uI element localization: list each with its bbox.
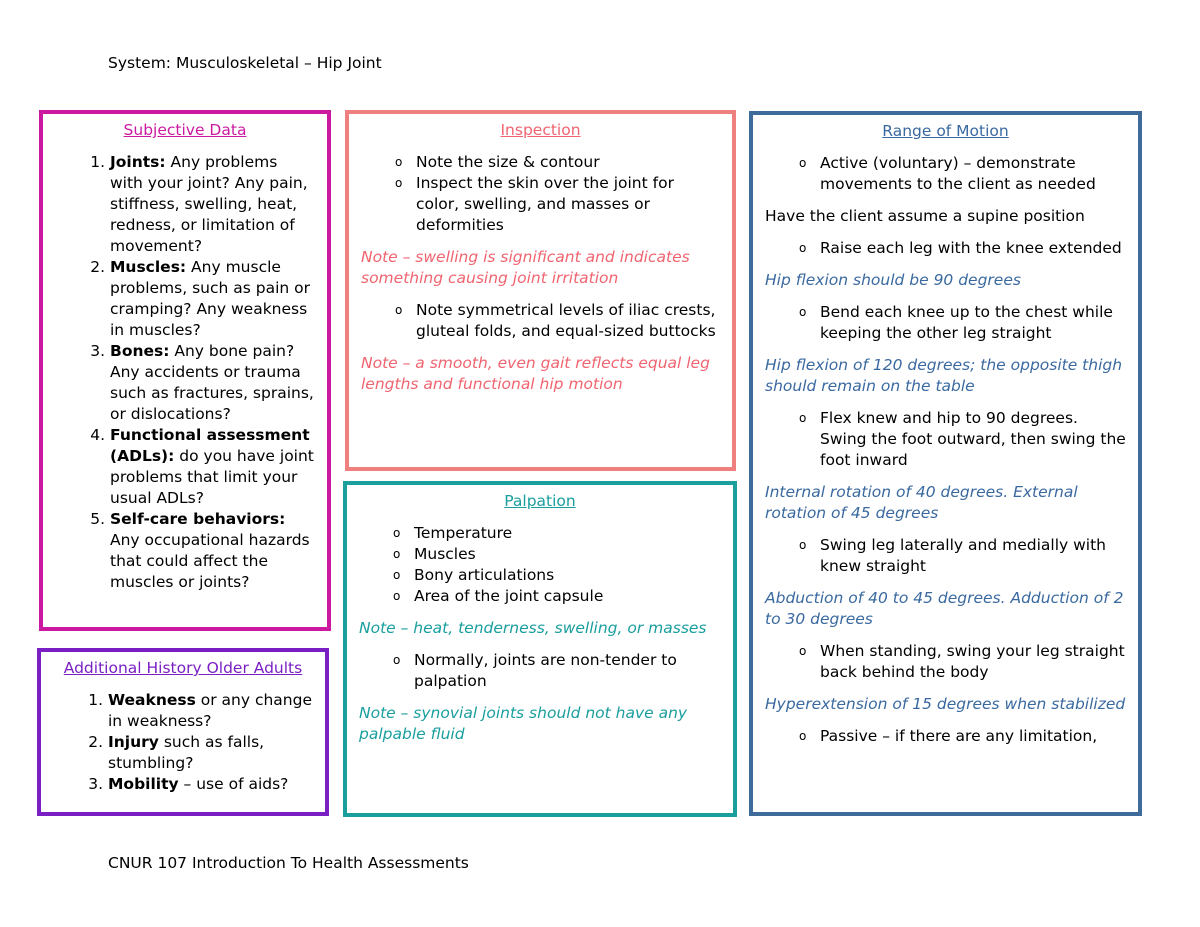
list-item: o Swing leg laterally and medially with knew straight — [820, 535, 1126, 577]
list-item: o Temperature — [414, 523, 721, 544]
rom-note: Hip flexion of 120 degrees; the opposite thigh should remain on the table — [765, 356, 1123, 395]
rom-list — [765, 302, 1126, 344]
list-item: o Passive – if there are any limitation, — [820, 726, 1126, 747]
list-item: 1. Joints: Any problems with your joint? Any pain, stiffness, swelling, heat, redness, or limitation of movement? — [110, 152, 315, 257]
inspection-box — [345, 110, 736, 471]
list-item: 3. Bones: Any bone pain? Any accidents or trauma such as fractures, sprains, or dislocations? — [110, 341, 315, 425]
list-item: o Bony articulations — [414, 565, 721, 586]
list-item: 5. Self-care behaviors: Any occupational hazards that could affect the muscles or joints? — [110, 509, 315, 593]
rom-note: Hip flexion should be 90 degrees — [765, 271, 1021, 289]
palpation-list — [359, 650, 721, 692]
inspection-note: Note – swelling is significant and indicates something causing joint irritation — [361, 248, 690, 287]
rom-list — [765, 408, 1126, 471]
range-of-motion-box — [749, 111, 1142, 816]
inspection-list — [361, 152, 720, 236]
rom-note: Abduction of 40 to 45 degrees. Adduction of 2 to 30 degrees — [765, 589, 1124, 628]
list-item: o Muscles — [414, 544, 721, 565]
subjective-data-box — [39, 110, 331, 631]
rom-note: Internal rotation of 40 degrees. External rotation of 45 degrees — [765, 483, 1078, 522]
list-item: o Note symmetrical levels of iliac crests, gluteal folds, and equal-sized buttocks — [416, 300, 720, 342]
range-of-motion-title: Range of Motion — [882, 122, 1009, 140]
rom-list — [765, 535, 1126, 577]
older-adults-list — [53, 690, 313, 795]
rom-list — [765, 641, 1126, 683]
subjective-data-list — [55, 152, 315, 593]
list-item: o Bend each knee up to the chest while keeping the other leg straight — [820, 302, 1126, 344]
rom-note: Hyperextension of 15 degrees when stabilized — [765, 695, 1126, 713]
list-item: 2. Injury such as falls, stumbling? — [108, 732, 313, 774]
subjective-data-title: Subjective Data — [123, 121, 247, 139]
rom-instruction: Have the client assume a supine position — [765, 207, 1085, 225]
page-footer: CNUR 107 Introduction To Health Assessments — [108, 854, 469, 872]
palpation-title: Palpation — [504, 492, 576, 510]
list-item: o Flex knew and hip to 90 degrees. Swing the foot outward, then swing the foot inward — [820, 408, 1126, 471]
rom-list — [765, 238, 1126, 259]
list-item: o Note the size & contour — [416, 152, 720, 173]
inspection-note: Note – a smooth, even gait reflects equal leg lengths and functional hip motion — [361, 354, 710, 393]
list-item: 1. Weakness or any change in weakness? — [108, 690, 313, 732]
list-item: o When standing, swing your leg straight back behind the body — [820, 641, 1126, 683]
palpation-box — [343, 481, 737, 817]
list-item: o Active (voluntary) – demonstrate movements to the client as needed — [820, 153, 1126, 195]
palpation-note: Note – synovial joints should not have any palpable fluid — [359, 704, 688, 743]
list-item: 2. Muscles: Any muscle problems, such as pain or cramping? Any weakness in muscles? — [110, 257, 315, 341]
inspection-title: Inspection — [500, 121, 581, 139]
list-item: o Inspect the skin over the joint for color, swelling, and masses or deformities — [416, 173, 720, 236]
list-item: o Area of the joint capsule — [414, 586, 721, 607]
list-item: o Raise each leg with the knee extended — [820, 238, 1126, 259]
rom-list — [765, 153, 1126, 195]
list-item: o Normally, joints are non-tender to palpation — [414, 650, 721, 692]
older-adults-title: Additional History Older Adults — [63, 659, 303, 677]
palpation-list — [359, 523, 721, 607]
list-item: 3. Mobility – use of aids? — [108, 774, 313, 795]
older-adults-box — [37, 648, 329, 816]
list-item: 4. Functional assessment (ADLs): do you have joint problems that limit your usual ADLs? — [110, 425, 315, 509]
page-header: System: Musculoskeletal – Hip Joint — [108, 54, 382, 72]
inspection-list — [361, 300, 720, 342]
rom-list — [765, 726, 1126, 747]
palpation-note: Note – heat, tenderness, swelling, or masses — [359, 619, 707, 637]
